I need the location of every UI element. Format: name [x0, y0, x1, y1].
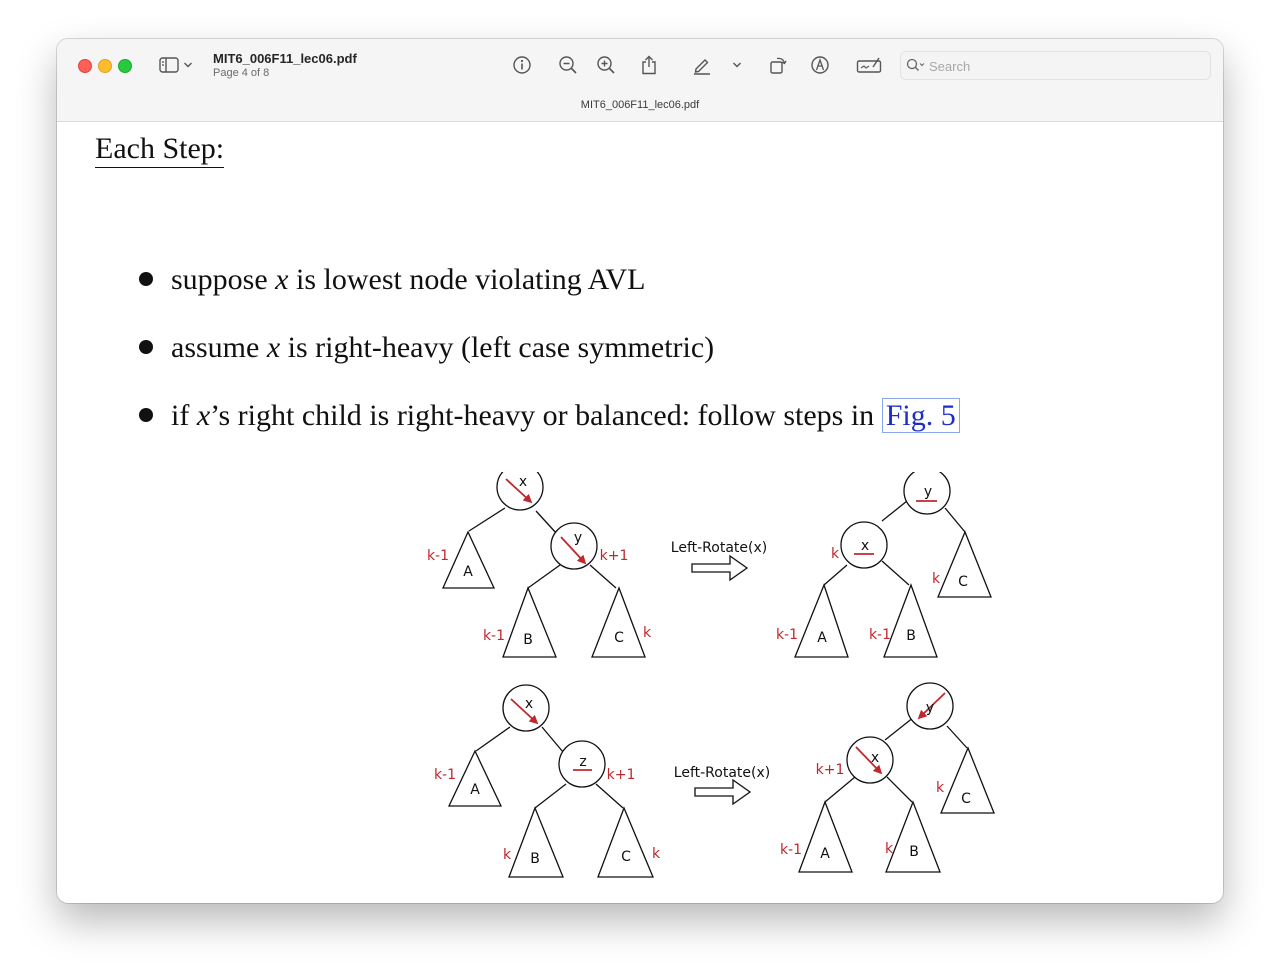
bullet-dot	[139, 340, 153, 354]
highlight-button[interactable]	[689, 53, 715, 77]
rotate-icon	[768, 55, 788, 75]
height-label: k	[642, 625, 652, 641]
math-variable: x	[266, 331, 281, 364]
subtree-label: A	[817, 630, 827, 646]
zoom-out-button[interactable]	[555, 53, 581, 77]
subtree-label: C	[621, 849, 631, 865]
titlebar	[57, 39, 1223, 122]
rotation-label: Left-Rotate(x)	[670, 540, 768, 556]
share-icon	[640, 55, 658, 75]
bullet-text: is right-heavy (left case symmetric)	[280, 331, 715, 364]
bullet-item	[139, 398, 960, 434]
sidebar-menu-button[interactable]	[181, 53, 195, 77]
height-label: k-1	[433, 767, 457, 783]
subtree-label: B	[909, 844, 919, 860]
minimize-button[interactable]	[98, 59, 112, 73]
subtree-label: A	[463, 564, 473, 580]
height-label: k	[935, 780, 945, 796]
markup-button[interactable]	[807, 53, 833, 77]
height-label: k+1	[606, 767, 636, 783]
subtree-label: A	[470, 782, 480, 798]
zoom-in-icon	[596, 55, 616, 75]
share-button[interactable]	[636, 53, 662, 77]
bullet-item	[139, 262, 645, 298]
subtree-label: A	[820, 846, 830, 862]
node-label: y	[925, 700, 935, 716]
node-label: x	[518, 474, 528, 490]
rotation-figure	[397, 472, 1057, 902]
preview-window	[57, 39, 1223, 903]
zoom-out-icon	[558, 55, 578, 75]
sign-icon	[856, 56, 882, 74]
bullet-text: is lowest node violating AVL	[288, 263, 646, 296]
highlight-menu-button[interactable]	[730, 53, 744, 77]
subtree-label: B	[906, 628, 916, 644]
search-icon	[906, 58, 926, 72]
height-label: k-1	[426, 548, 450, 564]
bullet-text: suppose	[171, 263, 276, 296]
node-label: x	[524, 696, 534, 712]
height-label: k	[502, 847, 512, 863]
search-box[interactable]	[900, 51, 1211, 80]
sidebar-icon	[159, 57, 179, 73]
bullet-dot	[139, 408, 153, 422]
height-label: k	[884, 841, 894, 857]
height-label: k	[931, 571, 941, 587]
node-label: z	[579, 754, 587, 770]
height-label: k-1	[482, 628, 506, 644]
pdf-page	[57, 122, 1223, 903]
highlight-pen-icon	[692, 55, 712, 75]
bullet-text: if	[171, 399, 197, 432]
info-button[interactable]	[509, 53, 535, 77]
info-icon	[512, 55, 532, 75]
node-label: y	[573, 530, 583, 546]
subtree-label: C	[614, 630, 624, 646]
height-label: k+1	[815, 762, 845, 778]
rotate-button[interactable]	[765, 53, 791, 77]
math-variable: x	[196, 399, 211, 432]
subtree-label: B	[530, 851, 540, 867]
page-indicator: Page 4 of 8	[213, 67, 270, 79]
height-label: k-1	[779, 842, 803, 858]
bullet-text: ’s right child is right-heavy or balanced: follow steps in	[210, 399, 882, 432]
maximize-button[interactable]	[118, 59, 132, 73]
sign-button[interactable]	[854, 53, 884, 77]
sidebar-toggle-button[interactable]	[156, 53, 182, 77]
bullet-item	[139, 330, 714, 366]
node-label: x	[870, 750, 880, 766]
node-label: y	[923, 484, 933, 500]
subtree-label: C	[958, 574, 968, 590]
height-label: k+1	[599, 548, 629, 564]
bullet-dot	[139, 272, 153, 286]
search-input[interactable]	[927, 56, 1201, 76]
subtree-label: B	[523, 632, 533, 648]
rotation-label: Left-Rotate(x)	[673, 765, 771, 781]
height-label: k	[830, 546, 840, 562]
zoom-in-button[interactable]	[593, 53, 619, 77]
height-label: k	[651, 846, 661, 862]
document-title: MIT6_006F11_lec06.pdf	[213, 51, 357, 66]
figure-link[interactable]: Fig. 5	[882, 398, 960, 433]
height-label: k-1	[868, 627, 892, 643]
page-heading: Each Step:	[95, 132, 224, 168]
chevron-down-icon	[183, 61, 193, 69]
window-title: MIT6_006F11_lec06.pdf	[580, 99, 700, 111]
math-variable: x	[275, 263, 289, 296]
chevron-down-icon	[732, 61, 742, 69]
height-label: k-1	[775, 627, 799, 643]
close-button[interactable]	[78, 59, 92, 73]
node-label: x	[860, 538, 870, 554]
bullet-text: assume	[171, 331, 267, 364]
markup-icon	[810, 55, 830, 75]
subtree-label: C	[961, 791, 971, 807]
